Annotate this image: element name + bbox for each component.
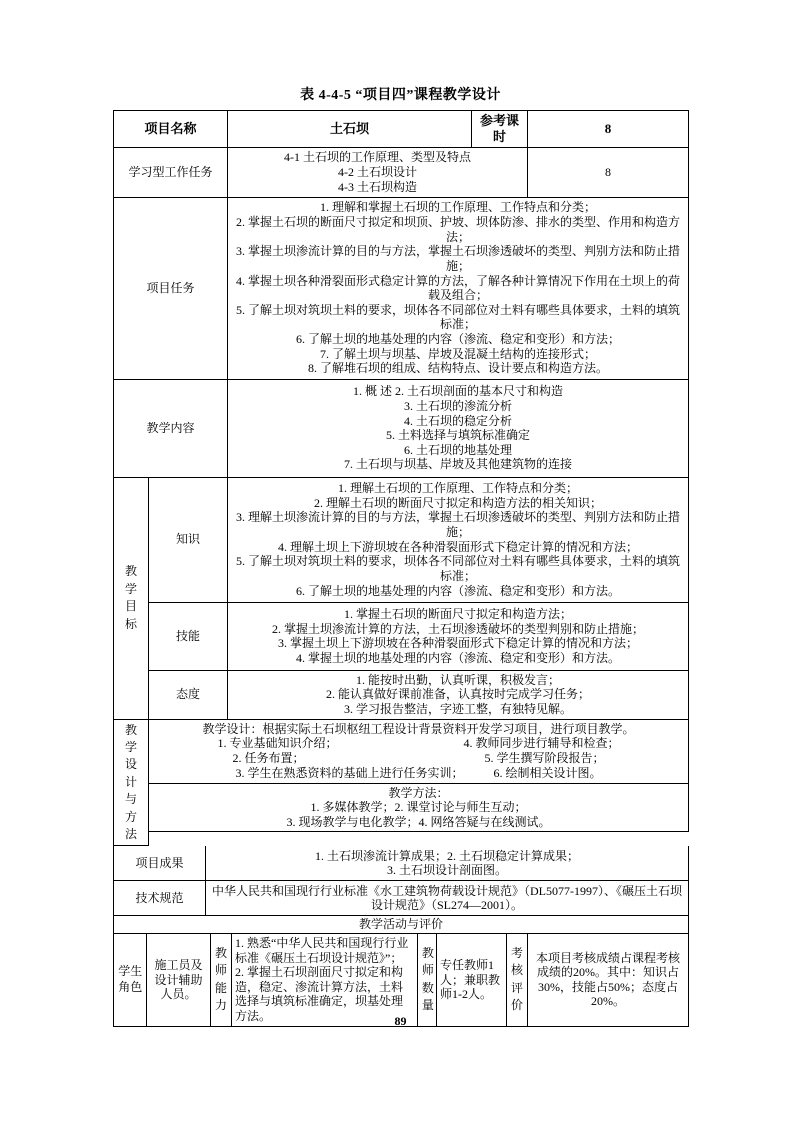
skill-item: 4. 掌握土坝的地基处理的内容（渗流、稳定和变形）和方法。 — [295, 650, 620, 665]
activity-header: 教学活动与评价 — [114, 916, 689, 934]
teacher-ability-list — [232, 934, 418, 1027]
student-role-value: 施工员及设计辅助人员。 — [147, 934, 211, 1027]
activity-header-row — [114, 916, 689, 934]
assessment-label — [507, 934, 528, 1027]
teacher-count-value: 专任教师1人；兼职教师1-2人。 — [437, 934, 507, 1027]
goals-label — [114, 478, 149, 720]
task-item: 2. 掌握土石坝的断面尺寸拟定和坝顶、护坡、坝体防渗、排水的类型、作用和构造方法； — [235, 215, 680, 244]
attitude-item: 2. 能认真做好课前准备，认真按时完成学习任务； — [325, 687, 590, 702]
skills-label: 技能 — [149, 603, 228, 671]
task-item: 5. 了解土坝对筑坝土料的要求，坝体各不同部位对土料有哪些具体要求，土料的填筑标准； — [235, 302, 680, 332]
content-item: 7. 土石坝与坝基、岸坡及其他建筑物的连接 — [343, 457, 572, 472]
work-task-line: 4-3 土石坝构造 — [338, 179, 417, 194]
design-pair-line — [152, 736, 685, 751]
design-step: 6. 绘制相关设计图。 — [493, 765, 602, 780]
student-role-label — [114, 934, 147, 1027]
method-row — [149, 784, 689, 833]
design-content — [149, 720, 689, 784]
outcomes-list — [206, 846, 689, 881]
skills-row — [149, 603, 689, 671]
teacher-count-label-text: 教师数量 — [421, 946, 434, 1013]
header-row — [114, 111, 689, 148]
knowledge-item: 2. 理解土石坝的断面尺寸拟定和构造方法的相关知识； — [313, 495, 602, 510]
design-pair-line — [152, 766, 685, 781]
student-role-label-text: 学生角色 — [118, 964, 143, 994]
attitude-label: 态度 — [149, 671, 228, 720]
content-item: 3. 土石坝的渗流分析 — [403, 398, 512, 413]
teacher-count-label — [418, 934, 437, 1027]
task-item: 6. 了解土坝的地基处理的内容（渗流、稳定和变形）和方法； — [295, 332, 620, 347]
work-tasks-row — [114, 148, 689, 198]
standards-label: 技术规范 — [114, 881, 206, 916]
knowledge-label: 知识 — [149, 478, 228, 603]
assessment-value: 本项目考核成绩占课程考核成绩的20%。其中：知识占30%，技能占50%；态度占20%。 — [528, 934, 689, 1027]
design-step: 2. 任务布置； — [232, 751, 305, 766]
skills-list — [228, 603, 689, 671]
work-task-line: 4-2 土石坝设计 — [338, 164, 417, 179]
design-method-label — [114, 720, 149, 847]
task-item: 4. 掌握土坝各种滑裂面形式稳定计算的方法，了解各种计算情况下作用在土坝上的荷载及组合； — [235, 273, 680, 303]
knowledge-item: 1. 理解土石坝的工作原理、工作特点和分类； — [337, 481, 578, 496]
outcome-line: 1. 土石坝渗流计算成果；2. 土石坝稳定计算成果； — [314, 848, 579, 863]
skill-item: 2. 掌握土坝渗流计算的方法，土石坝渗透破坏的类型判别和防止措施； — [271, 621, 644, 636]
goals-subrows — [149, 478, 689, 720]
teacher-ability-label-text: 教师能力 — [214, 946, 227, 1013]
attitude-item: 1. 能按时出勤，认真听课，积极发言； — [355, 672, 560, 687]
design-step: 1. 专业基础知识介绍； — [217, 736, 338, 751]
design-step: 5. 学生撰写阶段报告； — [484, 751, 605, 766]
design-intro: 教学设计：根据实际土石坝枢纽工程设计背景资料开发学习项目，进行项目教学。 — [202, 721, 635, 736]
design-method-subrows — [149, 720, 689, 847]
project-tasks-label: 项目任务 — [114, 198, 228, 380]
design-pair-line — [152, 751, 685, 766]
teaching-content-row — [114, 380, 689, 478]
content-item: 4. 土石坝的稳定分析 — [403, 413, 512, 428]
skill-item: 3. 掌握土坝上下游坝坡在各种滑裂面形式下稳定计算的情况和方法； — [277, 636, 638, 651]
teacher-ability-label — [211, 934, 232, 1027]
attitude-row — [149, 671, 689, 720]
ability-item: 2. 掌握土石坝剖面尺寸拟定和构造，稳定、渗流计算方法，土料选择与填筑标准确定，坝基处理方法。 — [235, 965, 404, 1024]
content-item: 1. 概 述 2. 土石坝剖面的基本尺寸和构造 — [352, 384, 563, 399]
assessment-label-text: 考核评价 — [510, 946, 523, 1013]
content-item: 5. 土料选择与填筑标准确定 — [385, 428, 530, 443]
design-step: 3. 学生在熟悉资料的基础上进行任务实训； — [235, 765, 464, 780]
reference-hours-label: 参考课时 — [472, 111, 528, 148]
method-content — [149, 784, 689, 833]
task-item: 3. 掌握土坝渗流计算的目的与方法，掌握土石坝渗透破坏的类型、判别方法和防止措施； — [235, 244, 680, 273]
teaching-content-list — [228, 380, 689, 478]
task-item: 7. 了解土坝与坝基、岸坡及混凝土结构的连接形式； — [319, 346, 596, 361]
method-title: 教学方法： — [388, 785, 449, 800]
outcomes-row — [114, 846, 689, 881]
content-item: 6. 土石坝的地基处理 — [403, 442, 512, 457]
design-step: 4. 教师同步进行辅导和检查； — [463, 736, 620, 751]
design-method-section — [114, 720, 689, 847]
reference-hours-value: 8 — [528, 111, 689, 148]
attitude-item: 3. 学习报告整洁，字迹工整，有独特见解。 — [343, 701, 572, 716]
work-tasks-hours: 8 — [528, 148, 689, 198]
knowledge-item: 3. 理解土坝渗流计算的目的与方法，掌握土石坝渗透破坏的类型、判别方法和防止措施； — [235, 510, 680, 540]
project-name-value: 土石坝 — [228, 111, 472, 148]
task-item: 1. 理解和掌握土石坝的工作原理、工作特点和分类； — [319, 200, 596, 215]
outcome-line: 3. 土石坝设计剖面图。 — [386, 863, 507, 878]
knowledge-item: 6. 了解土坝的地基处理的内容（渗流、稳定和变形）和方法。 — [295, 583, 620, 598]
course-design-table — [113, 110, 689, 1027]
standards-text: 中华人民共和国现行行业标准《水工建筑物荷载设计规范》（DL5077-1997）、《碾压土石坝设计规范》（SL274—2001）。 — [206, 881, 689, 916]
goals-section — [114, 478, 689, 720]
work-tasks-label: 学习型工作任务 — [114, 148, 228, 198]
work-task-line: 4-1 土石坝的工作原理、类型及特点 — [284, 150, 471, 165]
project-name-label: 项目名称 — [114, 111, 228, 148]
goals-label-text: 教学目标 — [124, 564, 137, 631]
ability-item: 1. 熟悉“中华人民共和国现行行业标准《碾压土石坝设计规范》”； — [235, 935, 409, 965]
project-tasks-row — [114, 198, 689, 380]
knowledge-item: 4. 理解土坝上下游坝坡在各种滑裂面形式下稳定计算的情况和方法； — [277, 539, 638, 554]
page-number: 89 — [394, 1014, 407, 1028]
standards-row — [114, 881, 689, 916]
evaluation-row — [114, 934, 689, 1027]
work-tasks-list — [228, 148, 528, 198]
project-tasks-list — [228, 198, 689, 380]
task-item: 8. 了解堆石坝的组成、结构特点、设计要点和构造方法。 — [307, 361, 608, 376]
skill-item: 1. 掌握土石坝的断面尺寸拟定和构造方法； — [343, 606, 572, 621]
knowledge-row — [149, 478, 689, 603]
teaching-content-label: 教学内容 — [114, 380, 228, 478]
attitude-list — [228, 671, 689, 720]
table-title: 表 4-4-5 “项目四”课程教学设计 — [300, 88, 501, 103]
knowledge-item: 5. 了解土坝对筑坝土料的要求，坝体各不同部位对土料有哪些具体要求，土料的填筑标准； — [235, 554, 680, 583]
outcomes-label: 项目成果 — [114, 846, 206, 881]
design-row — [149, 720, 689, 784]
method-line: 1. 多媒体教学；2. 课堂讨论与师生互动； — [310, 800, 527, 815]
method-line: 3. 现场教学与电化教学；4. 网络答疑与在线测试。 — [286, 814, 551, 829]
design-method-label-text: 教学设计与方法 — [124, 722, 137, 841]
knowledge-list — [228, 478, 689, 603]
